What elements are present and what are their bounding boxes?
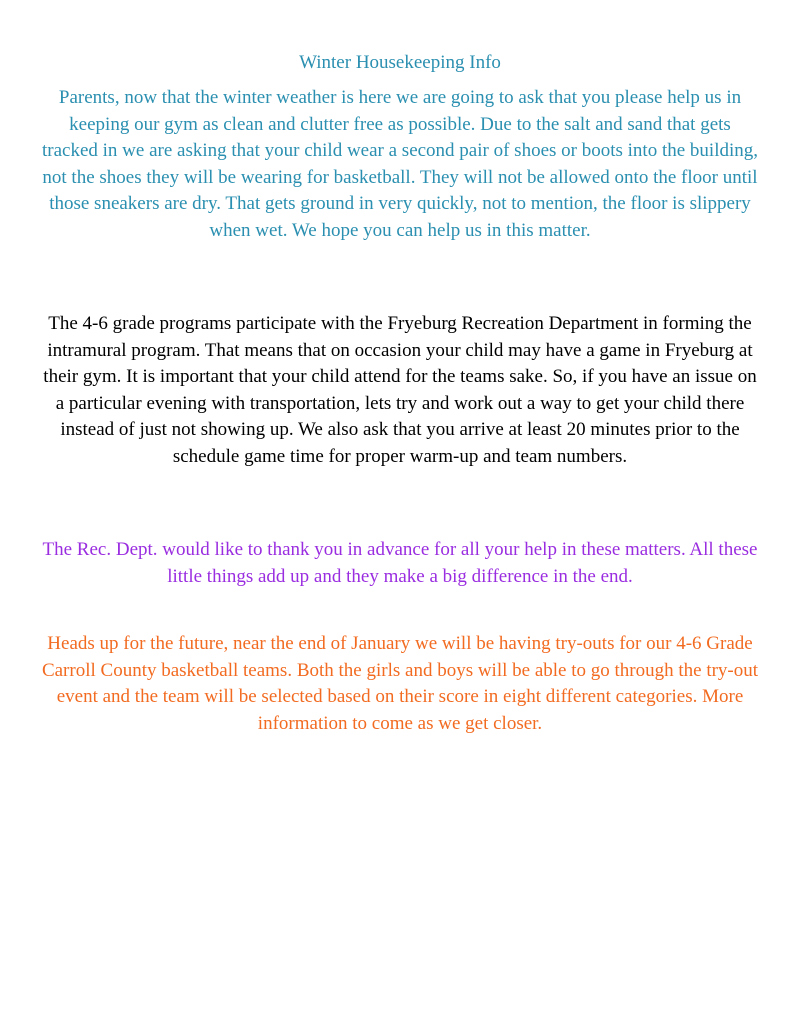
page-title: Winter Housekeeping Info — [299, 52, 501, 73]
fryeburg-program-paragraph: The 4-6 grade programs participate with the Fryeburg Recreation Department in forming the intramural program. That means that on occasion your child may have a game in Fryeburg at their gym. It is important that your child attend for the teams sake. So, if you have an issue on a particular evening with transportation, lets try and work out a way to get your child there instead of just not showing up. We also ask that you arrive at least 20 minutes prior to the schedule game time for proper warm-up and team numbers. — [43, 313, 757, 467]
winter-housekeeping-paragraph: Parents, now that the winter weather is here we are going to ask that you please help us in keeping our gym as clean and clutter free as possible. Due to the salt and sand that gets tracked in we are asking that your child wear a second pair of shoes or boots into the building, not the shoes they will be wearing for basketball. They will not be allowed onto the floor until those sneakers are dry. That gets ground in very quickly, not to mention, the floor is slippery when wet. We hope you can help us in this matter. — [42, 87, 758, 241]
tryouts-paragraph: Heads up for the future, near the end of January we will be having try-outs for our 4-6 Grade Carroll County basketball teams. Both the girls and boys will be able to go through the try-out event and the team will be selected based on their score in eight different categories. More information to come as we get closer. — [41, 633, 759, 734]
thank-you-paragraph: The Rec. Dept. would like to thank you in advance for all your help in these matters. All these little things add up and they make a big difference in the end. — [42, 539, 758, 587]
